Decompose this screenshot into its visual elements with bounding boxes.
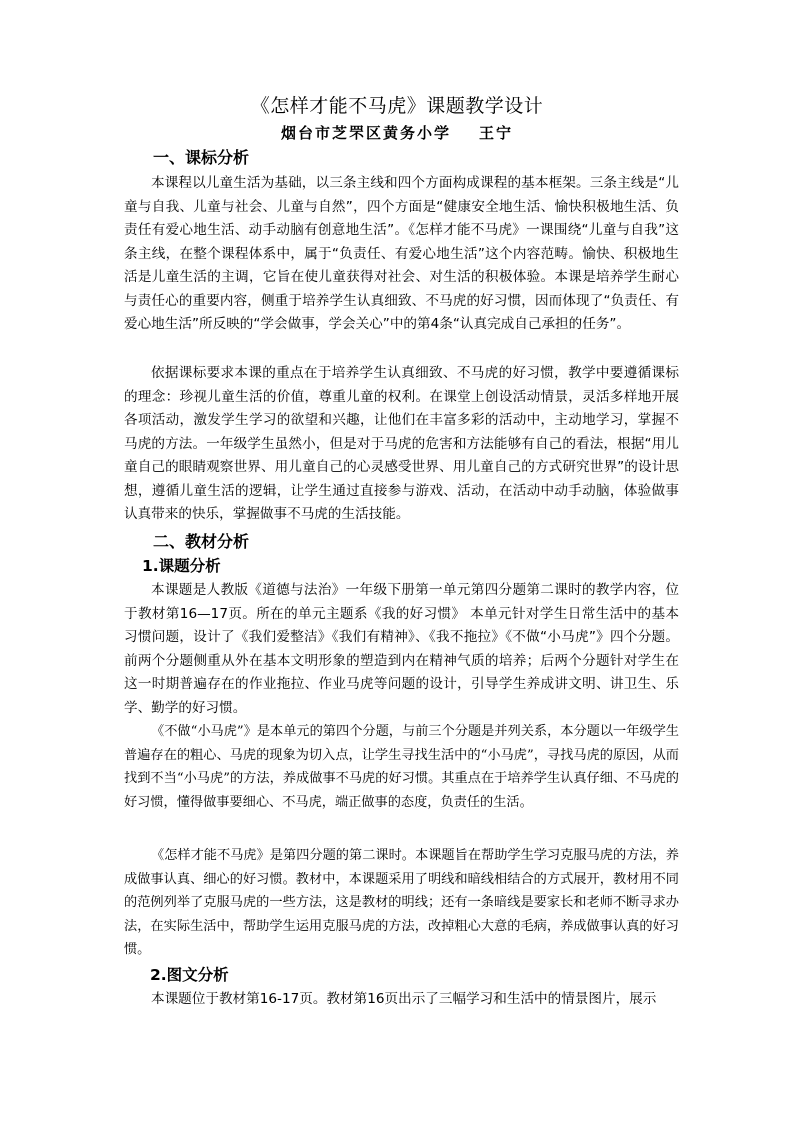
paragraph-curriculum-2: 依据课标要求本课的重点在于培养学生认真细致、不马虎的好习惯，教学中要遵循课标的理念：珍视儿童生活的价值，尊重儿童的权利。在课堂上创设活动情景，灵活多样地开展各项活动，激发学生学习的欲望和兴趣，让他们在丰富多彩的活动中，主动地学习，掌握不马虎的方法。一年级学生虽然小，但是对于马虎的危害和方法能够有自己的看法，根据“用儿童自己的眼睛观察世界、用儿童自己的心灵感受世界、用儿童自己的方式研究世界”的设计思想，遵循儿童生活的逻辑，让学生通过直接参与游戏、活动，在活动中动手动脑，体验做事认真带来的快乐，掌握做事不马虎的生活技能。 bbox=[124, 365, 679, 522]
subheading-image-text-analysis: 2.图文分析 bbox=[150, 966, 229, 984]
paragraph-topic-3: 《怎样才能不马虎》是第四分题的第二课时。本课题旨在帮助学生学习克服马虎的方法，养成做事认真、细心的好习惯。教材中，本课题采用了明线和暗线相结合的方式展开，教材用不同的范例列举了克服马虎的一些方法，这是教材的明线；还有一条暗线是要家长和老师不断寻求办法，在实际生活中，帮助学生运用克服马虎的方法，改掉粗心大意的毛病，养成做事认真的好习惯。 bbox=[124, 848, 679, 957]
subheading-topic-analysis: 1.课题分析 bbox=[142, 557, 221, 575]
author-school: 烟台市芝罘区黄务小学 bbox=[280, 124, 451, 142]
document-title: 《怎样才能不马虎》课题教学设计 bbox=[250, 95, 544, 117]
author-name: 王宁 bbox=[479, 124, 514, 142]
paragraph-curriculum-1: 本课程以儿童生活为基础，以三条主线和四个方面构成课程的基本框架。三条主线是“儿童与自我、儿童与社会、儿童与自然”，四个方面是“健康安全地生活、愉快积极地生活、负责任有爱心地生活、动手动脑有创意地生活”。《怎样才能不马虎》一课围绕“儿童与自我”这条主线，在整个课程体系中，属于“负责任、有爱心地生活”这个内容范畴。愉快、积极地生活是儿童生活的主调，它旨在使儿童获得对社会、对生活的积极体验。本课是培养学生耐心与责任心的重要内容，侧重于培养学生认真细致、不马虎的好习惯，因而体现了“负责任、有爱心地生活”所反映的“学会做事，学会关心”中的第4条“认真完成自己承担的任务”。 bbox=[124, 175, 679, 332]
paragraph-topic-1: 本课题是人教版《道德与法治》一年级下册第一单元第四分题第二课时的教学内容，位于教材第16—17页。所在的单元主题系《我的好习惯》 本单元针对学生日常生活中的基本习惯问题，设计了《我们爱整洁》《我们有精神》、《我不拖拉》《不做“小马虎”》四个分题。前两个分题侧重从外在基本文明形象的塑造到内在精神气质的培养；后两个分题针对学生在这一时期普遍存在的作业拖拉、作业马虎等问题的设计，引导学生养成讲文明、讲卫生、乐学、勤学的好习惯。 bbox=[124, 582, 679, 716]
section-heading-curriculum: 一、课标分析 bbox=[153, 148, 250, 167]
paragraph-image-text-1: 本课题位于教材第16-17页。教材第16页出示了三幅学习和生活中的情景图片，展示 bbox=[151, 991, 657, 1007]
author-line bbox=[0, 122, 794, 144]
section-heading-textbook: 二、教材分析 bbox=[153, 532, 250, 551]
paragraph-topic-2: 《不做“小马虎”》是本单元的第四个分题，与前三个分题是并列关系，本分题以一年级学生普遍存在的粗心、马虎的现象为切入点，让学生寻找生活中的“小马虎”，寻找马虎的原因，从而找到不当“小马虎”的方法，养成做事不马虎的好习惯。其重点在于培养学生认真仔细、不马虎的好习惯，懂得做事要细心、不马虎，端正做事的态度，负责任的生活。 bbox=[124, 724, 679, 810]
